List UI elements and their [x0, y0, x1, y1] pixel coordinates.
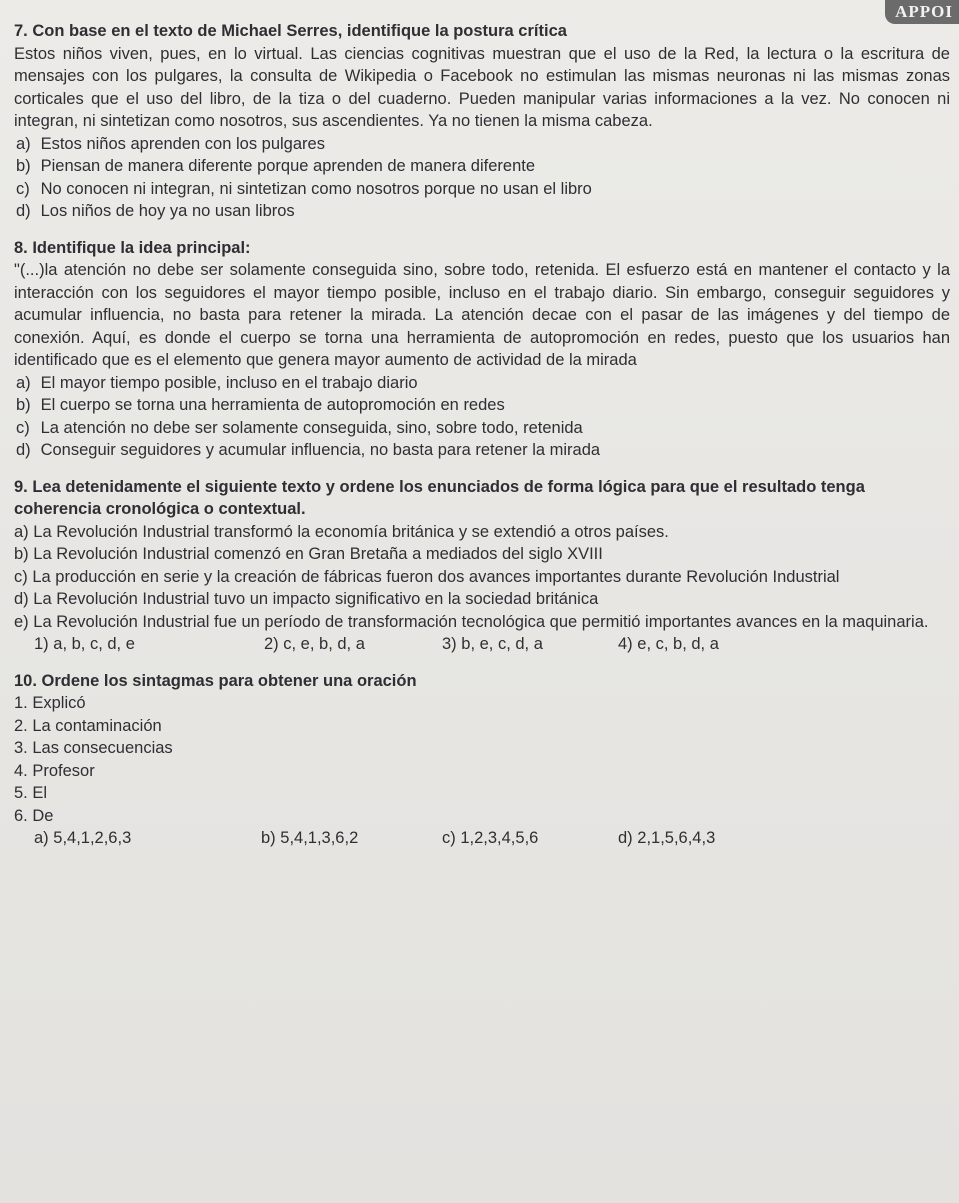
choice-key: d): [618, 829, 633, 847]
question-9: [14, 476, 950, 656]
choice-9-2[interactable]: [264, 633, 442, 656]
option-key: c): [16, 179, 30, 198]
statement-9b: [14, 543, 950, 566]
question-8-title: 8. Identifique la idea principal:: [14, 238, 251, 257]
choice-10d[interactable]: [618, 827, 715, 850]
option-7d[interactable]: [14, 200, 950, 223]
choice-text: 1,2,3,4,5,6: [460, 829, 539, 847]
statement-key: c): [14, 567, 28, 586]
page-content: [14, 20, 950, 850]
question-10-choices: [14, 827, 950, 850]
statement-key: b): [14, 545, 29, 563]
choice-key: 3): [442, 635, 457, 653]
statement-text: La Revolución Industrial tuvo un impacto significativo en la sociedad británica: [33, 590, 599, 608]
phrase-item: 4. Profesor: [14, 761, 95, 780]
question-8: [14, 237, 950, 462]
option-key: a): [16, 373, 31, 392]
statement-key: e): [14, 612, 29, 631]
option-8d[interactable]: [14, 439, 950, 462]
choice-9-3[interactable]: [442, 633, 618, 656]
statement-text: La producción en serie y la creación de fábricas fueron dos avances importantes durante Revolución Industrial: [32, 567, 840, 586]
question-7: [14, 20, 950, 223]
phrase-item: 5. El: [14, 784, 48, 802]
option-7a[interactable]: [14, 133, 950, 156]
option-text: No conocen ni integran, ni sintetizan como nosotros porque no usan el libro: [40, 179, 592, 198]
option-key: a): [16, 134, 31, 153]
spacer: [14, 462, 950, 476]
choice-key: b): [261, 829, 276, 847]
phrase-item: 6. De: [14, 806, 54, 825]
option-8b[interactable]: [14, 394, 950, 417]
option-text: Piensan de manera diferente porque aprenden de manera diferente: [40, 157, 536, 175]
question-8-text: "(...)la atención no debe ser solamente conseguida sino, sobre todo, retenida. El esfuerzo está en mantener el contacto y la interacción con los seguidores el mayor tiempo posible, incluso en el trabajo diario. Sin embargo, conseguir seguidores y acumular influencia, no basta para retener la mirada. La atención decae con el pasar de las imágenes y del tiempo de conexión. Aquí, es donde el cuerpo se torna una herramienta de autopromoción en redes, puesto que los usuarios han identificado que es el elemento que genera mayor aumento de actividad de la mirada: [14, 261, 950, 369]
option-7c[interactable]: [14, 178, 950, 201]
question-10: [14, 670, 950, 850]
spacer: [14, 656, 950, 670]
question-9-choices: [14, 633, 950, 656]
option-8c[interactable]: [14, 417, 950, 440]
choice-text: a, b, c, d, e: [53, 635, 135, 653]
spacer: [14, 223, 950, 237]
question-10-title: 10. Ordene los sintagmas para obtener una oración: [14, 671, 417, 690]
question-7-text: Estos niños viven, pues, en lo virtual. Las ciencias cognitivas muestran que el uso de la Red, la lectura o la escritura de mensajes con los pulgares, la consulta de Wikipedia o Facebook no estimulan las mismas neuronas ni las mismas zonas corticales que el uso del libro, de la tiza o del cuaderno. Pueden manipular varias informaciones a la vez. No conocen ni integran, ni sintetizan como nosotros, sus ascendientes. Ya no tienen la misma cabeza.: [14, 44, 950, 130]
choice-text: 2,1,5,6,4,3: [637, 829, 716, 847]
option-text: Los niños de hoy ya no usan libros: [40, 202, 295, 220]
choice-text: e, c, b, d, a: [637, 635, 719, 653]
choice-10b[interactable]: [261, 827, 442, 850]
phrase-item: 1. Explicó: [14, 694, 86, 712]
option-key: d): [16, 202, 31, 220]
statement-key: a): [14, 522, 29, 541]
choice-text: 5,4,1,3,6,2: [280, 829, 359, 847]
option-text: Estos niños aprenden con los pulgares: [40, 134, 325, 153]
choice-9-4[interactable]: [618, 633, 719, 656]
statement-9e: [14, 611, 950, 634]
choice-10c[interactable]: [442, 827, 618, 850]
question-7-title: 7. Con base en el texto de Michael Serres, identifique la postura crítica: [14, 22, 567, 40]
choice-key: 2): [264, 635, 279, 653]
statement-9c: [14, 566, 950, 589]
statement-9d: [14, 588, 950, 611]
statement-text: La Revolución Industrial transformó la economía británica y se extendió a otros países.: [33, 522, 669, 541]
phrase-list: [14, 692, 950, 827]
choice-key: a): [34, 829, 49, 847]
option-key: b): [16, 396, 31, 414]
statement-key: d): [14, 590, 29, 608]
choice-text: 5,4,1,2,6,3: [53, 829, 132, 847]
statement-text: La Revolución Industrial comenzó en Gran Bretaña a mediados del siglo XVIII: [33, 545, 603, 563]
choice-key: 1): [34, 635, 49, 653]
option-8a[interactable]: [14, 372, 950, 395]
corner-stamp: APPOI: [885, 0, 959, 24]
phrase-item: 3. Las consecuencias: [14, 739, 173, 757]
option-text: El cuerpo se torna una herramienta de autopromoción en redes: [40, 396, 505, 414]
phrase-item: 2. La contaminación: [14, 716, 162, 735]
option-key: b): [16, 157, 31, 175]
option-7b[interactable]: [14, 155, 950, 178]
choice-text: c, e, b, d, a: [283, 635, 365, 653]
option-text: La atención no debe ser solamente conseguida, sino, sobre todo, retenida: [40, 418, 583, 437]
choice-key: c): [442, 829, 456, 847]
option-text: Conseguir seguidores y acumular influencia, no basta para retener la mirada: [40, 441, 601, 459]
option-text: El mayor tiempo posible, incluso en el trabajo diario: [40, 373, 418, 392]
choice-text: b, e, c, d, a: [461, 635, 543, 653]
option-key: d): [16, 441, 31, 459]
statement-9a: [14, 521, 950, 544]
choice-key: 4): [618, 635, 633, 653]
option-key: c): [16, 418, 30, 437]
statement-text: La Revolución Industrial fue un período de transformación tecnológica que permitió importantes avances en la maquinaria.: [33, 612, 929, 631]
question-9-title: 9. Lea detenidamente el siguiente texto y ordene los enunciados de forma lógica para que el resultado tenga coherencia cronológica o contextual.: [14, 477, 865, 518]
choice-9-1[interactable]: [34, 633, 264, 656]
choice-10a[interactable]: [34, 827, 261, 850]
